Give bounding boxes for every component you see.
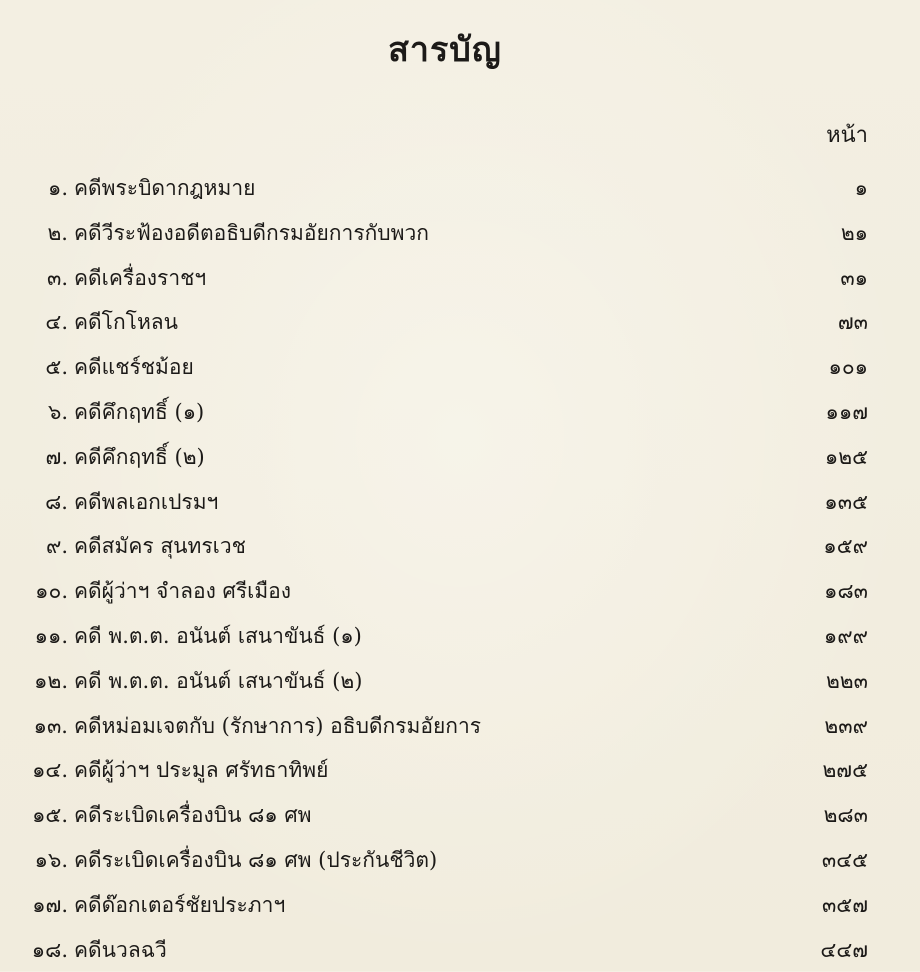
toc-title: คดีโกโหลน bbox=[74, 310, 179, 335]
toc-row bbox=[0, 524, 920, 569]
toc-title: คดี พ.ต.ต. อนันต์ เสนาขันธ์ (๒) bbox=[74, 668, 363, 693]
toc-page-number: ๑๒๕ bbox=[824, 444, 868, 469]
toc-number: ๑๑. bbox=[34, 623, 68, 648]
toc-number: ๑๖. bbox=[34, 847, 68, 872]
toc-page-number: ๓๔๕ bbox=[821, 847, 868, 872]
toc-number: ๑๐. bbox=[35, 579, 68, 604]
toc-row bbox=[0, 569, 920, 614]
toc-row bbox=[0, 256, 920, 301]
toc-page-number: ๑๐๑ bbox=[828, 355, 868, 380]
toc-title: คดีระเบิดเครื่องบิน ๘๑ ศพ (ประกันชีวิต) bbox=[74, 847, 438, 872]
toc-row bbox=[0, 480, 920, 525]
toc-row bbox=[0, 793, 920, 838]
page-column-header: หน้า bbox=[826, 123, 868, 148]
toc-row bbox=[0, 659, 920, 704]
toc-row bbox=[0, 614, 920, 659]
toc-page-number: ๒๘๓ bbox=[823, 803, 868, 828]
toc-number: ๒. bbox=[47, 220, 68, 245]
toc-row bbox=[0, 345, 920, 390]
toc-page-number: ๑๕๙ bbox=[823, 534, 868, 559]
toc-page-number: ๑ bbox=[854, 176, 868, 200]
toc-number: ๑๓. bbox=[33, 713, 68, 738]
toc-row bbox=[0, 748, 920, 793]
toc-row bbox=[0, 390, 920, 435]
toc-page-number: ๓๑ bbox=[840, 265, 868, 290]
toc-title: คดีด๊อกเตอร์ชัยประภาฯ bbox=[74, 892, 286, 917]
page-title: สารบัญ bbox=[388, 30, 502, 70]
toc-row bbox=[0, 300, 920, 345]
toc-title: คดี พ.ต.ต. อนันต์ เสนาขันธ์ (๑) bbox=[74, 623, 362, 648]
toc-number: ๑๗. bbox=[32, 892, 68, 917]
toc-title: คดีระเบิดเครื่องบิน ๘๑ ศพ bbox=[74, 803, 312, 828]
toc-title: คดีคึกฤทธิ์ (๒) bbox=[74, 444, 205, 469]
toc-page-number: ๒๗๕ bbox=[822, 758, 868, 783]
toc-title: คดีนวลฉวี bbox=[74, 937, 167, 962]
toc-title: คดีวีระฟ้องอดีตอธิบดีกรมอัยการกับพวก bbox=[74, 220, 429, 245]
toc-page-number: ๓๕๗ bbox=[821, 892, 868, 917]
toc-row bbox=[0, 704, 920, 749]
toc-row bbox=[0, 166, 920, 211]
toc-title: คดีผู้ว่าฯ จำลอง ศรีเมือง bbox=[74, 579, 292, 604]
toc-title: คดีพลเอกเปรมฯ bbox=[74, 489, 219, 514]
toc-number: ๑๒. bbox=[34, 668, 68, 693]
toc-number: ๑๕. bbox=[32, 803, 68, 828]
toc-number: ๑๘. bbox=[31, 937, 68, 962]
toc-page-number: ๗๓ bbox=[837, 310, 868, 335]
toc-title: คดีแชร์ชม้อย bbox=[74, 355, 194, 380]
toc-title: คดีพระบิดากฎหมาย bbox=[74, 176, 256, 200]
toc-number: ๘. bbox=[45, 489, 68, 514]
toc-page-number: ๔๔๗ bbox=[820, 937, 868, 962]
toc-number: ๖. bbox=[47, 399, 68, 424]
toc-number: ๑. bbox=[47, 176, 68, 200]
toc-page-number: ๒๓๙ bbox=[824, 713, 868, 738]
toc-row bbox=[0, 838, 920, 883]
toc-title: คดีคึกฤทธิ์ (๑) bbox=[74, 399, 205, 424]
toc-row bbox=[0, 928, 920, 972]
toc-title: คดีหม่อมเจตกับ (รักษาการ) อธิบดีกรมอัยการ bbox=[74, 713, 482, 738]
toc-number: ๗. bbox=[45, 444, 68, 469]
toc-page-number: ๑๓๕ bbox=[824, 489, 868, 514]
toc-row bbox=[0, 435, 920, 480]
toc-number: ๓. bbox=[46, 265, 68, 290]
table-of-contents bbox=[0, 166, 920, 972]
toc-page-number: ๑๑๗ bbox=[825, 399, 868, 424]
toc-page-number: ๒๒๓ bbox=[825, 668, 868, 693]
toc-number: ๑๔. bbox=[32, 758, 68, 783]
toc-number: ๔. bbox=[45, 310, 68, 335]
toc-page-number: ๑๘๓ bbox=[824, 579, 868, 604]
toc-title: คดีผู้ว่าฯ ประมูล ศรัทธาทิพย์ bbox=[74, 758, 329, 783]
toc-page-number: ๒๑ bbox=[840, 220, 868, 245]
toc-row bbox=[0, 211, 920, 256]
toc-number: ๕. bbox=[45, 355, 68, 380]
toc-page-number: ๑๙๙ bbox=[823, 623, 868, 648]
toc-row bbox=[0, 883, 920, 928]
toc-title: คดีเครื่องราชฯ bbox=[74, 265, 207, 290]
toc-title: คดีสมัคร สุนทรเวช bbox=[74, 534, 246, 559]
toc-number: ๙. bbox=[45, 534, 68, 559]
